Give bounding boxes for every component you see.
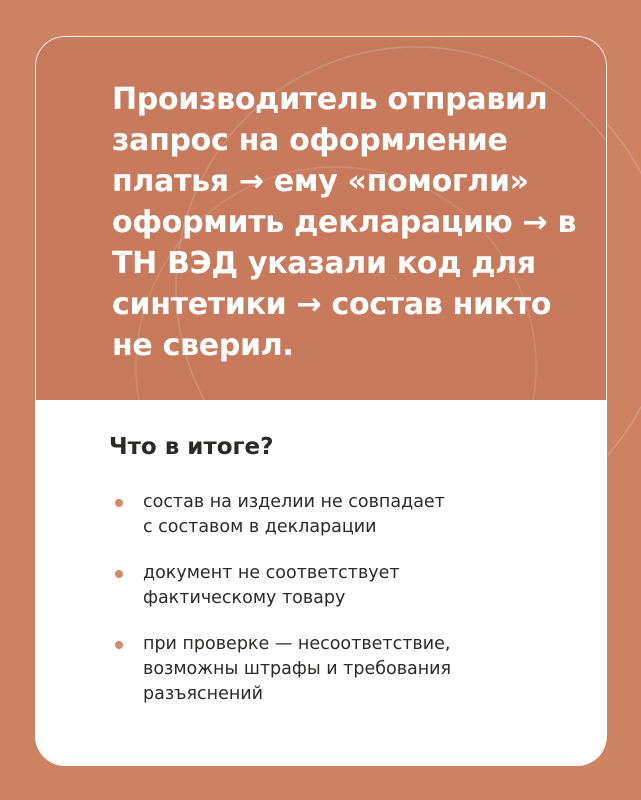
info-card (35, 36, 607, 766)
list-item-text: при проверке — несоответствие, возможны штрафы и требования разъяснений (143, 634, 452, 704)
list-item-text: состав на изделии не совпадает с составом в декларации (143, 492, 445, 537)
list-item (115, 632, 555, 707)
bullet-dot-icon (115, 570, 123, 578)
list-item (115, 561, 555, 611)
bullet-dot-icon (115, 499, 123, 507)
summary-panel (35, 400, 607, 766)
list-item-text: документ не соответствует фактическому товару (143, 563, 400, 608)
headline-text: Производитель отправил запрос на оформление платья → ему «помогли» оформить декларацию → в ТН ВЭД указали код для синтетики → состав никто не сверил. (112, 82, 577, 363)
summary-title: Что в итоге? (109, 434, 274, 460)
summary-list (115, 490, 555, 728)
bullet-dot-icon (115, 641, 123, 649)
list-item (115, 490, 555, 540)
headline-panel (35, 36, 607, 400)
